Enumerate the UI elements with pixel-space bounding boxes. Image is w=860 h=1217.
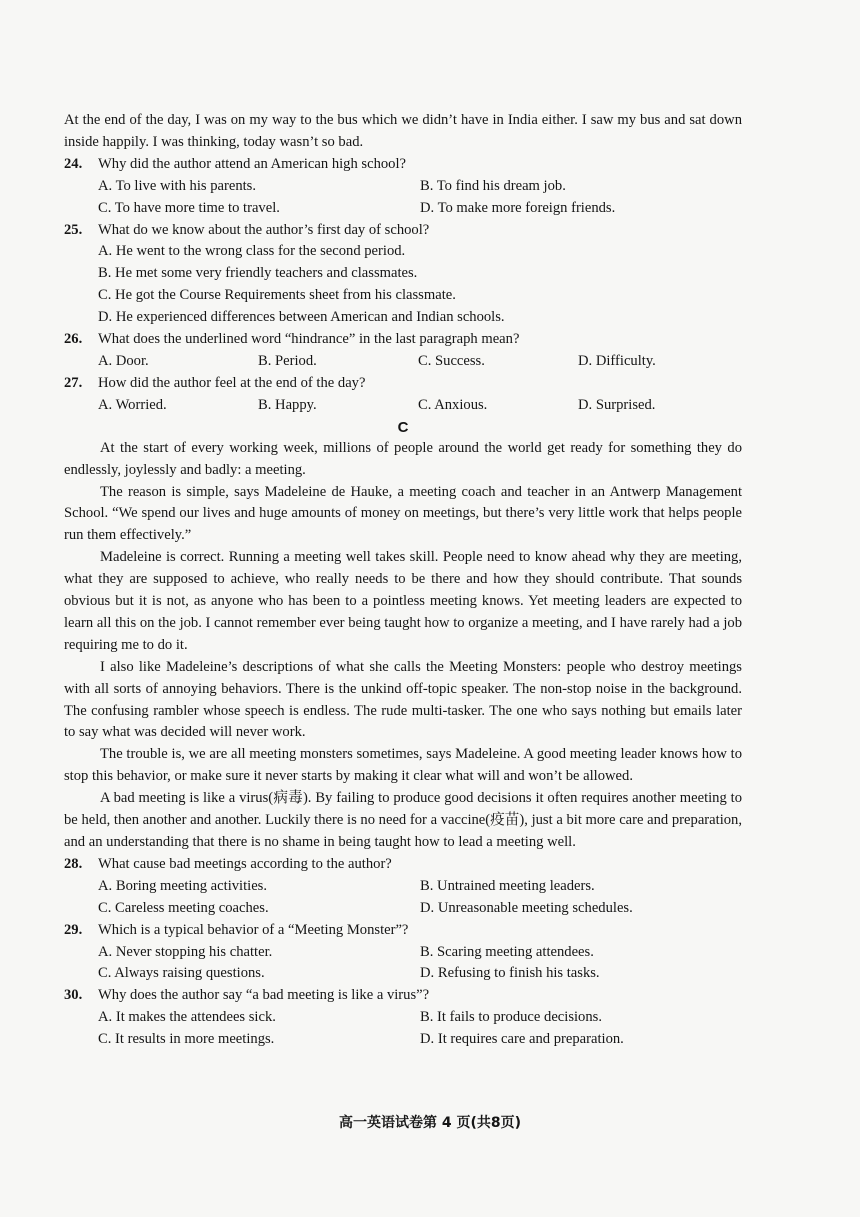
question-number: 29. [64, 921, 83, 938]
page-footer: 高一英语试卷第 4 页(共8页) [338, 1115, 522, 1131]
question-stem [64, 220, 742, 242]
answer-option: B. Happy. [258, 396, 317, 413]
answer-option: D. It requires care and preparation. [420, 1031, 624, 1048]
answer-option: C. It results in more meetings. [98, 1031, 275, 1048]
answer-options [64, 942, 742, 986]
answer-option: D. Difficulty. [578, 352, 656, 369]
question-text: What cause bad meetings according to the author? [98, 855, 392, 872]
answer-options [64, 176, 742, 220]
answer-option: B. Untrained meeting leaders. [420, 877, 595, 894]
question-text: What does the underlined word “hindrance” in the last paragraph mean? [98, 331, 520, 348]
section-heading: C [397, 418, 409, 436]
answer-options [64, 351, 742, 373]
answer-option: B. It fails to produce decisions. [420, 1009, 602, 1026]
answer-option: C. Always raising questions. [98, 965, 265, 982]
answer-option: D. To make more foreign friends. [420, 199, 616, 216]
passage-c [64, 438, 742, 854]
answer-option: B. He met some very friendly teachers and classmates. [98, 265, 418, 282]
answer-option: A. Never stopping his chatter. [98, 943, 273, 960]
question-item [64, 373, 742, 417]
question-item [64, 154, 742, 220]
answer-option: C. He got the Course Requirements sheet from his classmate. [98, 287, 456, 304]
question-text: Which is a typical behavior of a “Meeting Monster”? [98, 921, 409, 938]
answer-option: C. To have more time to travel. [98, 199, 280, 216]
question-stem [64, 920, 742, 942]
passage-paragraph: The reason is simple, says Madeleine de Hauke, a meeting coach and teacher in an Antwerp Management School. “We spend our lives and huge amounts of money on meetings, but there’s very little work that helps people run them effectively.” [64, 483, 742, 544]
answer-options [64, 1007, 742, 1051]
answer-option: D. Surprised. [578, 396, 656, 413]
answer-option: D. Unreasonable meeting schedules. [420, 899, 633, 916]
question-text: Why did the author attend an American high school? [98, 155, 407, 172]
passage-paragraph: The trouble is, we are all meeting monsters sometimes, says Madeleine. A good meeting leader knows how to stop this behavior, or make sure it never starts by making it clear what will and won’t be allowed. [64, 746, 742, 785]
answer-option: C. Careless meeting coaches. [98, 899, 269, 916]
question-item [64, 329, 742, 373]
passage-paragraph: A bad meeting is like a virus(病毒). By failing to produce good decisions it often requires another meeting to be held, then another and another. Luckily there is no need for a vaccine(疫苗), just a bit more care and preparation, and an understanding that there is no shame in being taught how to lead a meeting well. [64, 790, 742, 850]
question-number: 25. [64, 221, 83, 238]
passage-paragraph: I also like Madeleine’s descriptions of what she calls the Meeting Monsters: people who destroy meetings with all sorts of annoying behaviors. There is the unkind off-topic speaker. The non-stop noise in the background. The confusing rambler whose speech is endless. The rude multi-tasker. The one who says nothing but emails later to say what was decided will never work. [64, 658, 742, 741]
answer-option: C. Success. [418, 352, 485, 369]
answer-option: A. To live with his parents. [98, 177, 257, 194]
answer-option: A. Boring meeting activities. [98, 877, 268, 894]
answer-option: A. It makes the attendees sick. [98, 1009, 276, 1026]
question-number: 27. [64, 374, 83, 391]
answer-option: B. Period. [258, 352, 317, 369]
question-number: 24. [64, 155, 83, 172]
page-content [64, 110, 742, 1051]
answer-option: A. Worried. [98, 396, 167, 413]
answer-option: B. To find his dream job. [420, 177, 566, 194]
answer-options [64, 395, 742, 417]
question-stem [64, 154, 742, 176]
question-item [64, 985, 742, 1051]
question-number: 28. [64, 855, 83, 872]
question-item [64, 854, 742, 920]
questions-part-c [64, 854, 742, 1051]
question-item [64, 920, 742, 986]
answer-option: A. He went to the wrong class for the second period. [98, 243, 406, 260]
question-stem [64, 854, 742, 876]
question-text: Why does the author say “a bad meeting is like a virus”? [98, 987, 430, 1004]
answer-option: D. He experienced differences between American and Indian schools. [98, 309, 505, 326]
question-number: 30. [64, 987, 83, 1004]
passage-paragraph: At the start of every working week, millions of people around the world get ready for something they do endlessly, joylessly and badly: a meeting. [64, 439, 742, 478]
question-text: What do we know about the author’s first day of school? [98, 221, 430, 238]
question-text: How did the author feel at the end of the day? [98, 374, 366, 391]
question-item [64, 220, 742, 330]
question-stem [64, 329, 742, 351]
question-number: 26. [64, 331, 83, 348]
question-stem [64, 985, 742, 1007]
question-stem [64, 373, 742, 395]
answer-options [64, 241, 742, 329]
answer-options [64, 876, 742, 920]
answer-option: B. Scaring meeting attendees. [420, 943, 594, 960]
answer-option: A. Door. [98, 352, 149, 369]
questions-part-b [64, 154, 742, 417]
answer-option: C. Anxious. [418, 396, 488, 413]
passage-paragraph: Madeleine is correct. Running a meeting well takes skill. People need to know ahead why they are meeting, what they are supposed to achieve, who really needs to be there and how they should contribute. That sounds obvious but it is not, as anyone who has been to a pointless meeting knows. Yet meeting leaders are expected to learn all this on the job. I cannot remember ever being taught how to organize a meeting, and I have rarely had a job requiring me to do it. [64, 549, 742, 653]
intro-paragraph: At the end of the day, I was on my way to the bus which we didn’t have in India either. I saw my bus and sat down inside happily. I was thinking, today wasn’t so bad. [64, 112, 742, 150]
answer-option: D. Refusing to finish his tasks. [420, 965, 600, 982]
